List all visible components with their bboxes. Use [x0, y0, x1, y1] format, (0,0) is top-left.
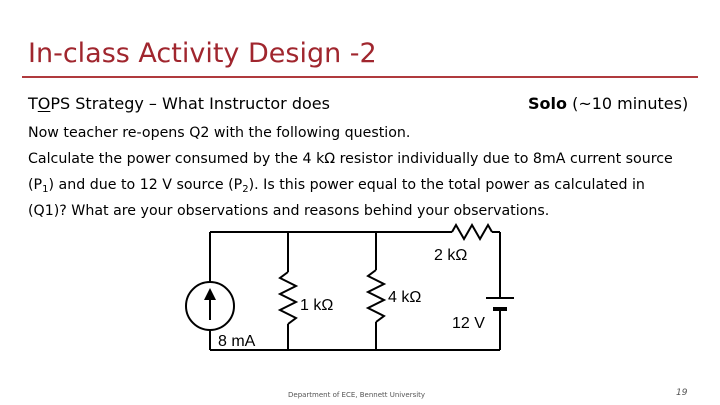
question-line-1: Now teacher re-opens Q2 with the following question. [28, 125, 411, 141]
p1-subscript: 1 [42, 184, 49, 195]
resistor-2k-label: 2 kΩ [434, 247, 468, 264]
solo-label: Solo [528, 94, 567, 113]
solo-duration [528, 94, 688, 113]
resistor-4k [368, 270, 384, 322]
resistor-1k [280, 272, 296, 324]
current-source-label: 8 mA [218, 333, 256, 350]
circuit-diagram [180, 222, 520, 362]
slide-title: In-class Activity Design -2 [28, 38, 377, 69]
question-line-4: (Q1)? What are your observations and reasons behind your observations. [28, 203, 550, 219]
page-number: 19 [676, 388, 688, 398]
resistor-4k-label: 4 kΩ [388, 289, 422, 306]
title-divider [22, 76, 698, 78]
p2-subscript: 2 [242, 184, 249, 195]
voltage-source-label: 12 V [452, 315, 485, 332]
strategy-rest: PS Strategy – What Instructor does [50, 94, 330, 113]
footer-department: Department of ECE, Bennett University [288, 391, 426, 399]
line3-part-c: ). Is this power equal to the total power as calculated in [248, 177, 645, 193]
current-arrow-icon [204, 288, 216, 300]
strategy-prefix: T [28, 94, 38, 113]
question-line-3 [28, 172, 708, 198]
question-text [28, 120, 708, 224]
solo-time: (~10 minutes) [567, 94, 689, 113]
resistor-1k-label: 1 kΩ [300, 297, 334, 314]
line3-part-b: ) and due to 12 V source (P [48, 177, 243, 193]
resistor-2k [452, 225, 492, 239]
strategy-heading [28, 94, 330, 113]
question-line-2: Calculate the power consumed by the 4 kΩ resistor individually due to 8mA current source [28, 151, 673, 167]
line3-part-a: (P [28, 177, 43, 193]
strategy-underlined-letter: O [37, 94, 51, 113]
